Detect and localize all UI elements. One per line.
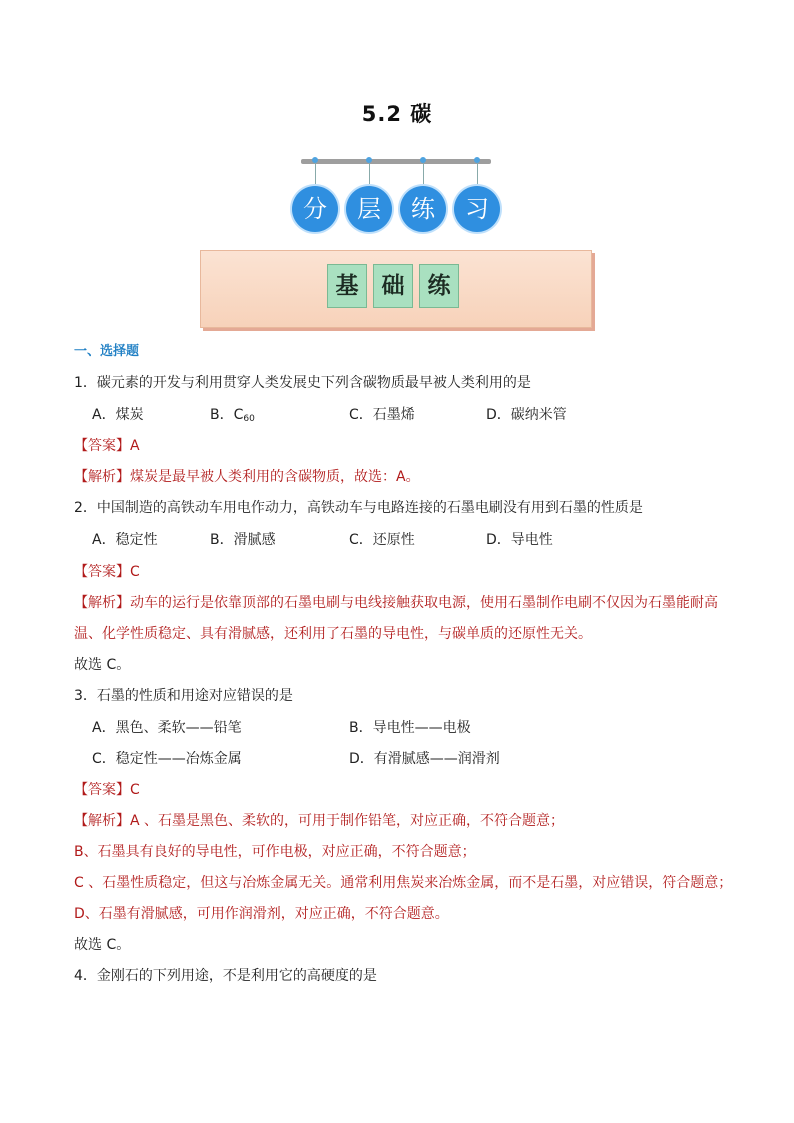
analysis-tag: 【解析】	[74, 469, 130, 485]
banner-pin	[474, 157, 480, 163]
banner-string	[369, 161, 370, 188]
banner-circle: 练	[400, 186, 446, 232]
section-title: 一、选择题	[74, 344, 140, 359]
banner-circle: 习	[454, 186, 500, 232]
option: B．滑腻感	[210, 532, 276, 548]
analysis-line: B、石墨具有良好的导电性，可作电极，对应正确，不符合题意；	[74, 844, 476, 860]
banner-pin	[420, 157, 426, 163]
analysis-line: 【解析】煤炭是最早被人类利用的含碳物质，故选：A。	[74, 469, 420, 485]
answer-tag: 【答案】	[74, 564, 130, 580]
banner-bar	[301, 159, 491, 164]
analysis-line: C 、石墨性质稳定，但这与冶炼金属无关。通常利用焦炭来冶炼金属，而不是石墨，对应错误，符合题意；	[74, 875, 733, 891]
basic-tile: 基	[327, 264, 367, 308]
analysis-tag: 【解析】	[74, 813, 130, 829]
analysis-line: D、石墨有滑腻感，可用作润滑剂，对应正确，不符合题意。	[74, 906, 449, 922]
option: C．稳定性——冶炼金属	[92, 751, 242, 767]
option: D．有滑腻感——润滑剂	[349, 751, 500, 767]
option: D．导电性	[486, 532, 553, 548]
answer-line	[74, 561, 140, 581]
answer-line	[74, 435, 140, 455]
banner-pin	[366, 157, 372, 163]
option: A．黑色、柔软——铅笔	[92, 720, 242, 736]
question-stem: 2．中国制造的高铁动车用电作动力，高铁动车与电路连接的石墨电刷没有用到石墨的性质是	[74, 500, 643, 516]
analysis-line: 【解析】A 、石墨是黑色、柔软的，可用于制作铅笔，对应正确，不符合题意；	[74, 813, 565, 829]
conclusion: 故选 C。	[74, 657, 131, 673]
banner-string	[477, 161, 478, 188]
analysis-line: 温、化学性质稳定、具有滑腻感，还利用了石墨的导电性，与碳单质的还原性无关。	[74, 626, 592, 642]
basic-tile: 练	[419, 264, 459, 308]
answer-value: C	[130, 782, 140, 798]
basic-practice-box	[200, 250, 592, 328]
option: B．导电性——电极	[349, 720, 471, 736]
answer-value: A	[130, 438, 140, 454]
option: A．稳定性	[92, 532, 158, 548]
answer-tag: 【答案】	[74, 438, 130, 454]
option: D．碳纳米管	[486, 407, 567, 423]
question-stem: 1．碳元素的开发与利用贯穿人类发展史下列含碳物质最早被人类利用的是	[74, 375, 531, 391]
basic-tile: 础	[373, 264, 413, 308]
answer-value: C	[130, 564, 140, 580]
option: C．还原性	[349, 532, 415, 548]
banner-string	[423, 161, 424, 188]
answer-line	[74, 779, 140, 799]
banner-circle: 层	[346, 186, 392, 232]
answer-tag: 【答案】	[74, 782, 130, 798]
question-stem: 3．石墨的性质和用途对应错误的是	[74, 688, 293, 704]
banner-pin	[312, 157, 318, 163]
option: C．石墨烯	[349, 407, 415, 423]
subscript: 60	[243, 414, 255, 424]
analysis-tag: 【解析】	[74, 595, 130, 611]
banner-circle: 分	[292, 186, 338, 232]
page-title: 5.2 碳	[361, 102, 433, 126]
option: A．煤炭	[92, 407, 144, 423]
option: B．$C_{60}$	[210, 407, 255, 424]
banner-string	[315, 161, 316, 188]
analysis-line: 【解析】动车的运行是依靠顶部的石墨电刷与电线接触获取电源，使用石墨制作电刷不仅因为石墨能耐高	[74, 595, 718, 611]
question-stem: 4．金刚石的下列用途，不是利用它的高硬度的是	[74, 968, 377, 984]
conclusion: 故选 C。	[74, 937, 131, 953]
